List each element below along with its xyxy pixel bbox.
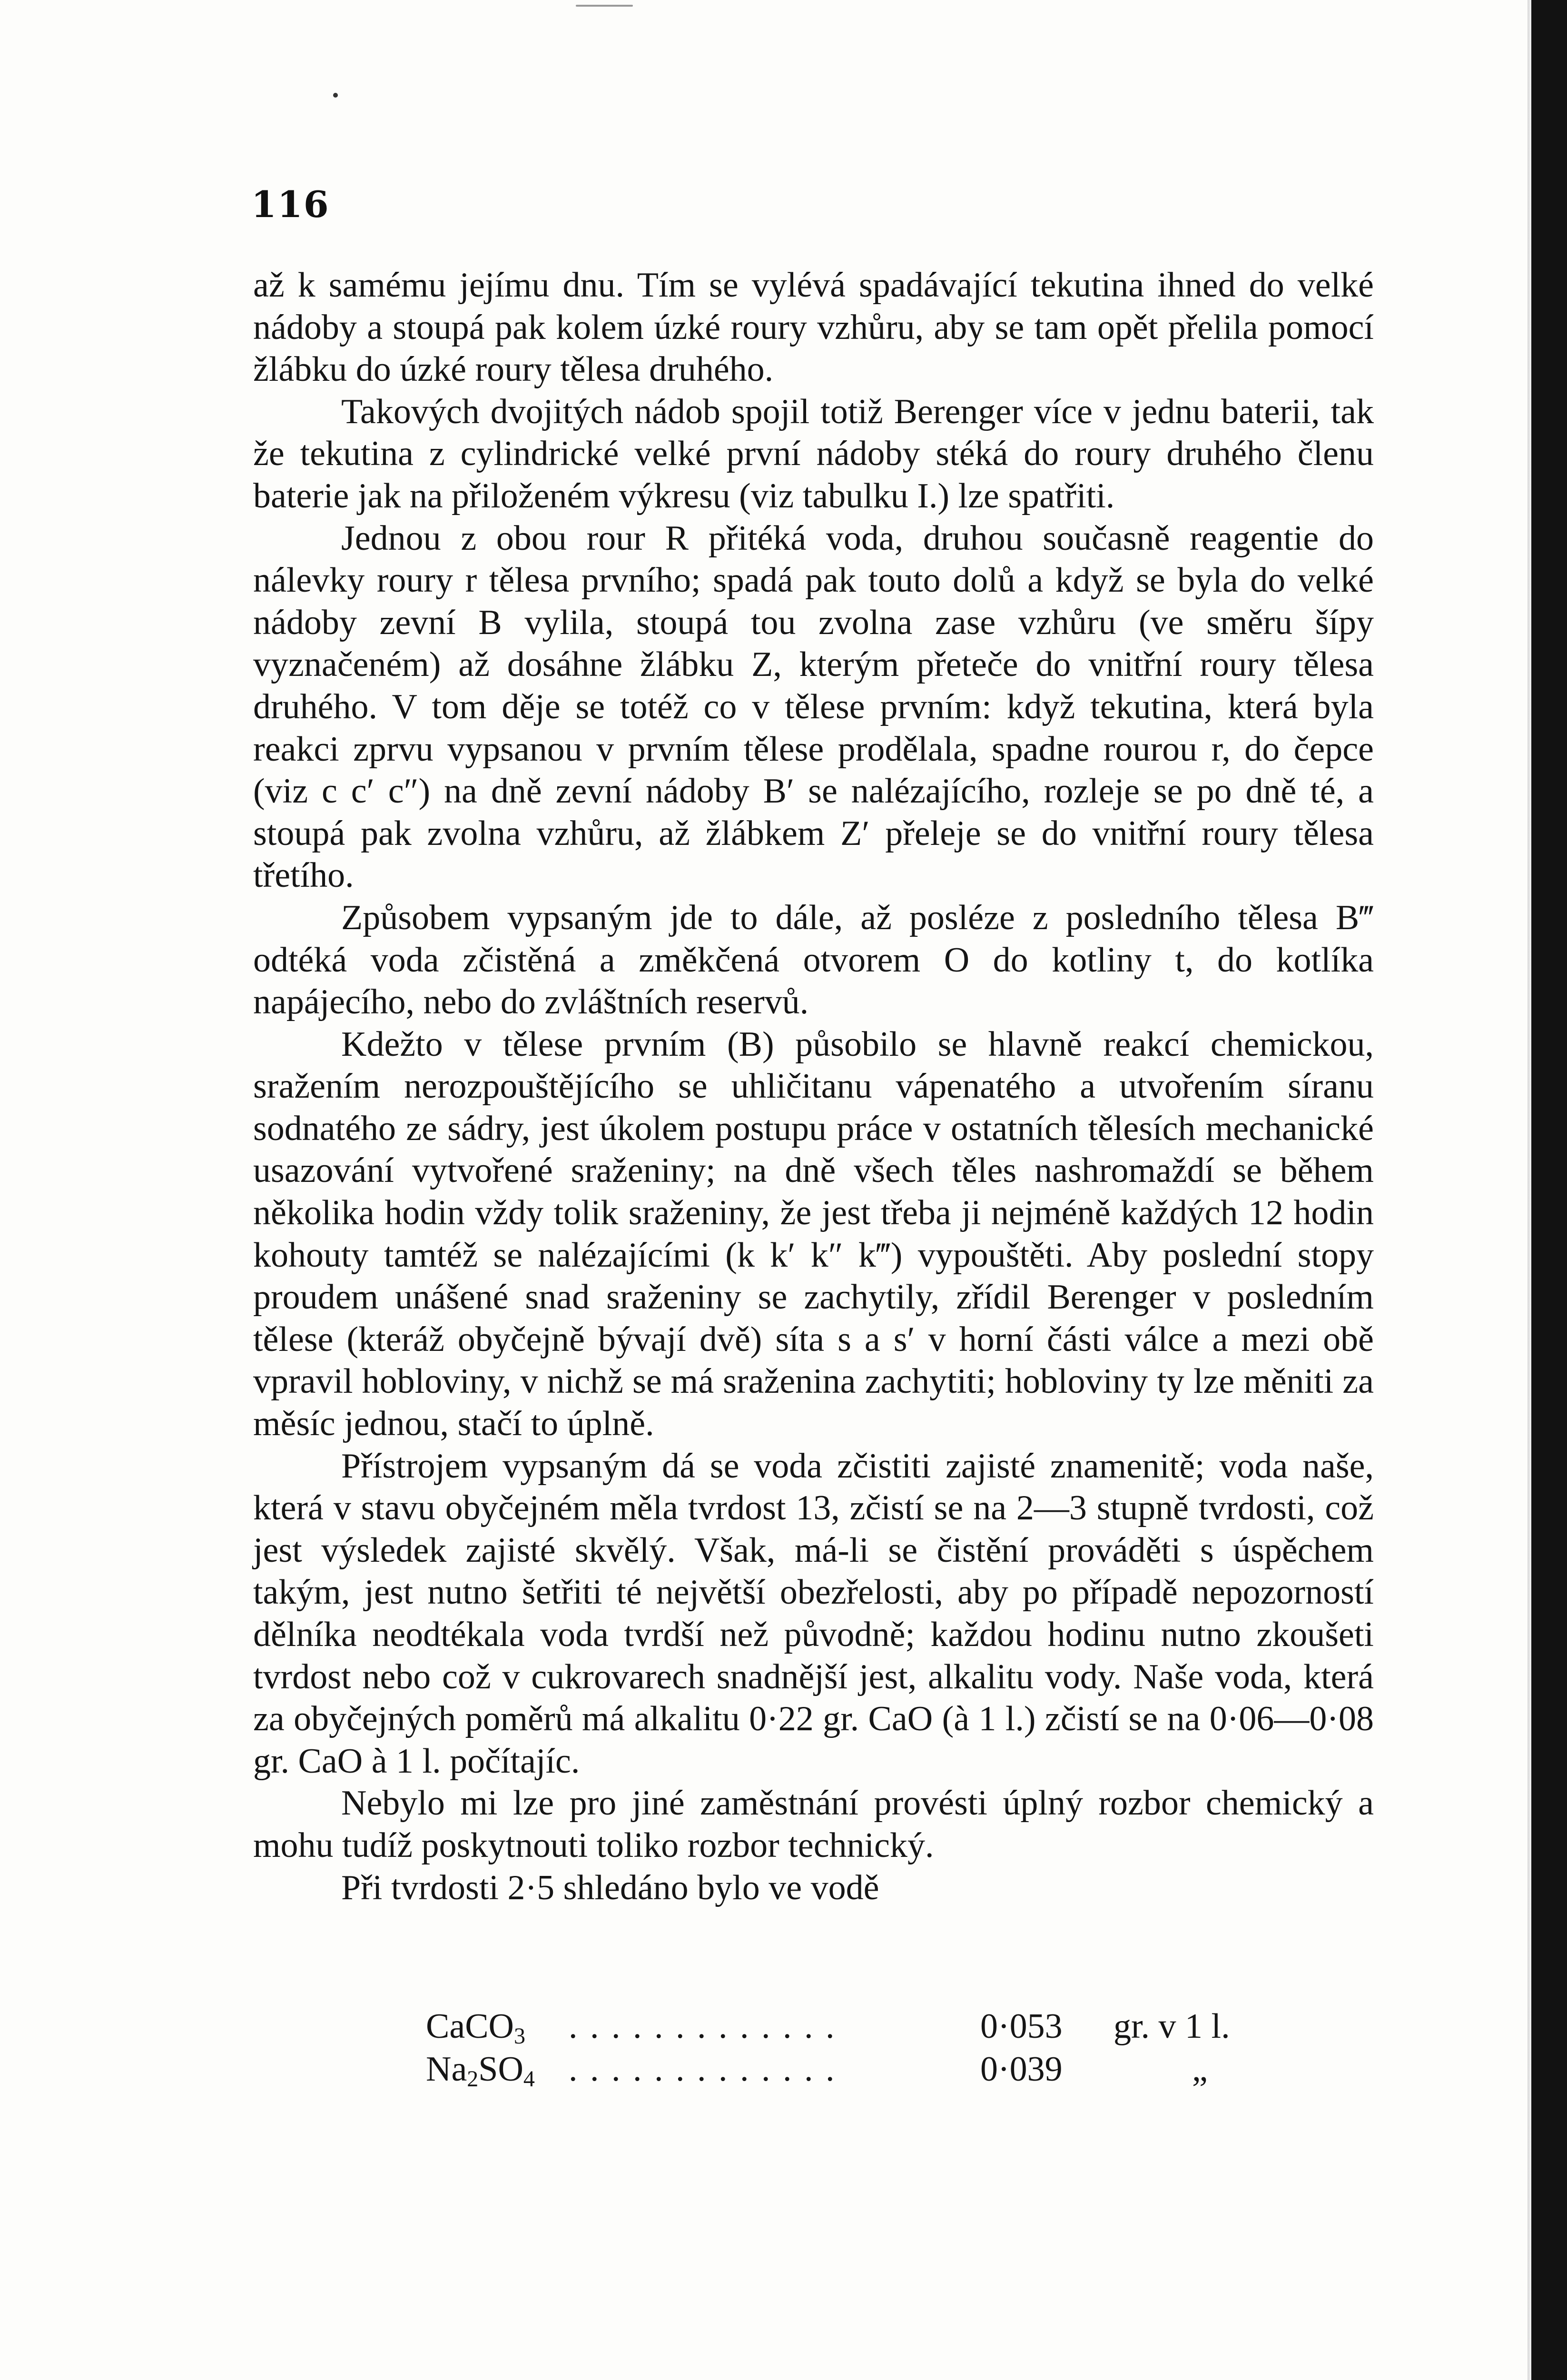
table-row	[426, 2006, 1259, 2048]
paragraph: Jednou z obou rour R přitéká voda, druhou současně reagentie do nálevky roury r tělesa prvního; spadá pak touto dolů a když se byla do velké nádoby zevní B vylila, stoupá tou zvolna zase vzhůru (ve směru šípy vyznačeném) až dosáhne žlábku Z, kterým přeteče do vnitřní roury tělesa druhého. V tom děje se totéž co v tělese prvním: když tekutina, která byla reakci zprvu vypsanou v prvním tělese prodělala, spadne rourou r, do čepce (viz c c′ c″) na dně zevní nádoby B′ se nalézajícího, rozleje se po dně té, a stoupá pak zvolna vzhůru, až žlábkem Z′ přeleje se do vnitřní roury tělesa třetího.	[253, 518, 1374, 895]
paragraph: Takových dvojitých nádob spojil totiž Berenger více v jednu baterii, tak že tekutina z cylindrické velké první nádoby stéká do roury druhého členu baterie jak na přiloženém výkresu (viz tabulku I.) lze spatřiti.	[253, 392, 1374, 516]
paragraph: Při tvrdosti 2·5 shledáno bylo ve vodě	[341, 1868, 879, 1907]
unit: „	[1192, 2050, 1208, 2089]
paragraph: Kdežto v tělese prvním (B) působilo se hlavně reakcí chemickou, sražením nerozpouštějícího se uhličitanu vápenatého a utvořením síranu sodnatého ze sádry, jest úkolem postupu práce v ostatních tělesích mechanické usazování vytvořené sraženiny; na dně všech těles nashromaždí se během několika hodin vždy tolik sraženiny, že jest třeba ji nejméně každých 12 hodin kohouty tamtéž se nalézajícími (k k′ k″ k‴) vypouštěti. Aby poslední stopy proudem unášené snad sraženiny se zachytily, zřídil Berenger v posledním tělese (kteráž obyčejně bývají dvě) síta s a s′ v horní části válce a mezi obě vpravil hobloviny, v nichž se má sraženina zachytiti; hobloviny ty lze měniti za měsíc jednou, stačí to úplně.	[253, 1024, 1374, 1444]
formula: CaCO$_3$	[426, 2007, 525, 2049]
leader-dots: . . . . . . . . . . . . .	[569, 2007, 837, 2046]
paragraph: Přístrojem vypsaným dá se voda zčistiti zajisté znamenitě; voda naše, která v stavu obyčejném měla tvrdost 13, zčistí se na 2—3 stupně tvrdosti, což jest výsledek zajisté skvělý. Však, má-li se čistění prováděti s úspěchem takým, jest nutno šetřiti té největší obezřelosti, aby po případě nepozorností dělníka neodtékala voda tvrdší než původně; každou hodinu nutno zkoušeti tvrdost nebo což v cukrovarech snadnější jest, alkalitu vody. Naše voda, která za obyčejných poměrů má alkalitu 0·22 gr. CaO (à 1 l.) zčistí se na 0·06—0·08 gr. CaO à 1 l. počítajíc.	[253, 1446, 1374, 1781]
table-row	[426, 2049, 1259, 2091]
scan-speck	[333, 93, 338, 98]
value: 0·053	[980, 2007, 1063, 2046]
page-number: 116	[251, 183, 330, 226]
scan-border	[1531, 0, 1567, 2380]
formula: $Na_2SO_4$	[426, 2050, 535, 2092]
paragraph: Způsobem vypsaným jde to dále, až posléze z posledního tělesa B‴ odtéká voda zčistěná a změkčená otvorem O do kotliny t, do kotlíka napájecího, nebo do zvláštních reservů.	[253, 898, 1374, 1022]
page-edge-shadow	[1528, 0, 1531, 2380]
leader-dots: . . . . . . . . . . . . .	[569, 2050, 837, 2089]
paragraph: Nebylo mi lze pro jiné zaměstnání provésti úplný rozbor chemický a mohu tudíž poskytnouti toliko rozbor technický.	[253, 1784, 1374, 1865]
unit: gr. v 1 l.	[1114, 2007, 1230, 2046]
paragraph: až k samému jejímu dnu. Tím se vylévá spadávající tekutina ihned do velké nádoby a stoupá pak kolem úzké roury vzhůru, aby se tam opět přelila pomocí žlábku do úzké roury tělesa druhého.	[253, 266, 1374, 389]
value: 0·039	[980, 2050, 1063, 2089]
body-text	[253, 264, 1374, 1909]
scan-speck	[576, 5, 633, 7]
